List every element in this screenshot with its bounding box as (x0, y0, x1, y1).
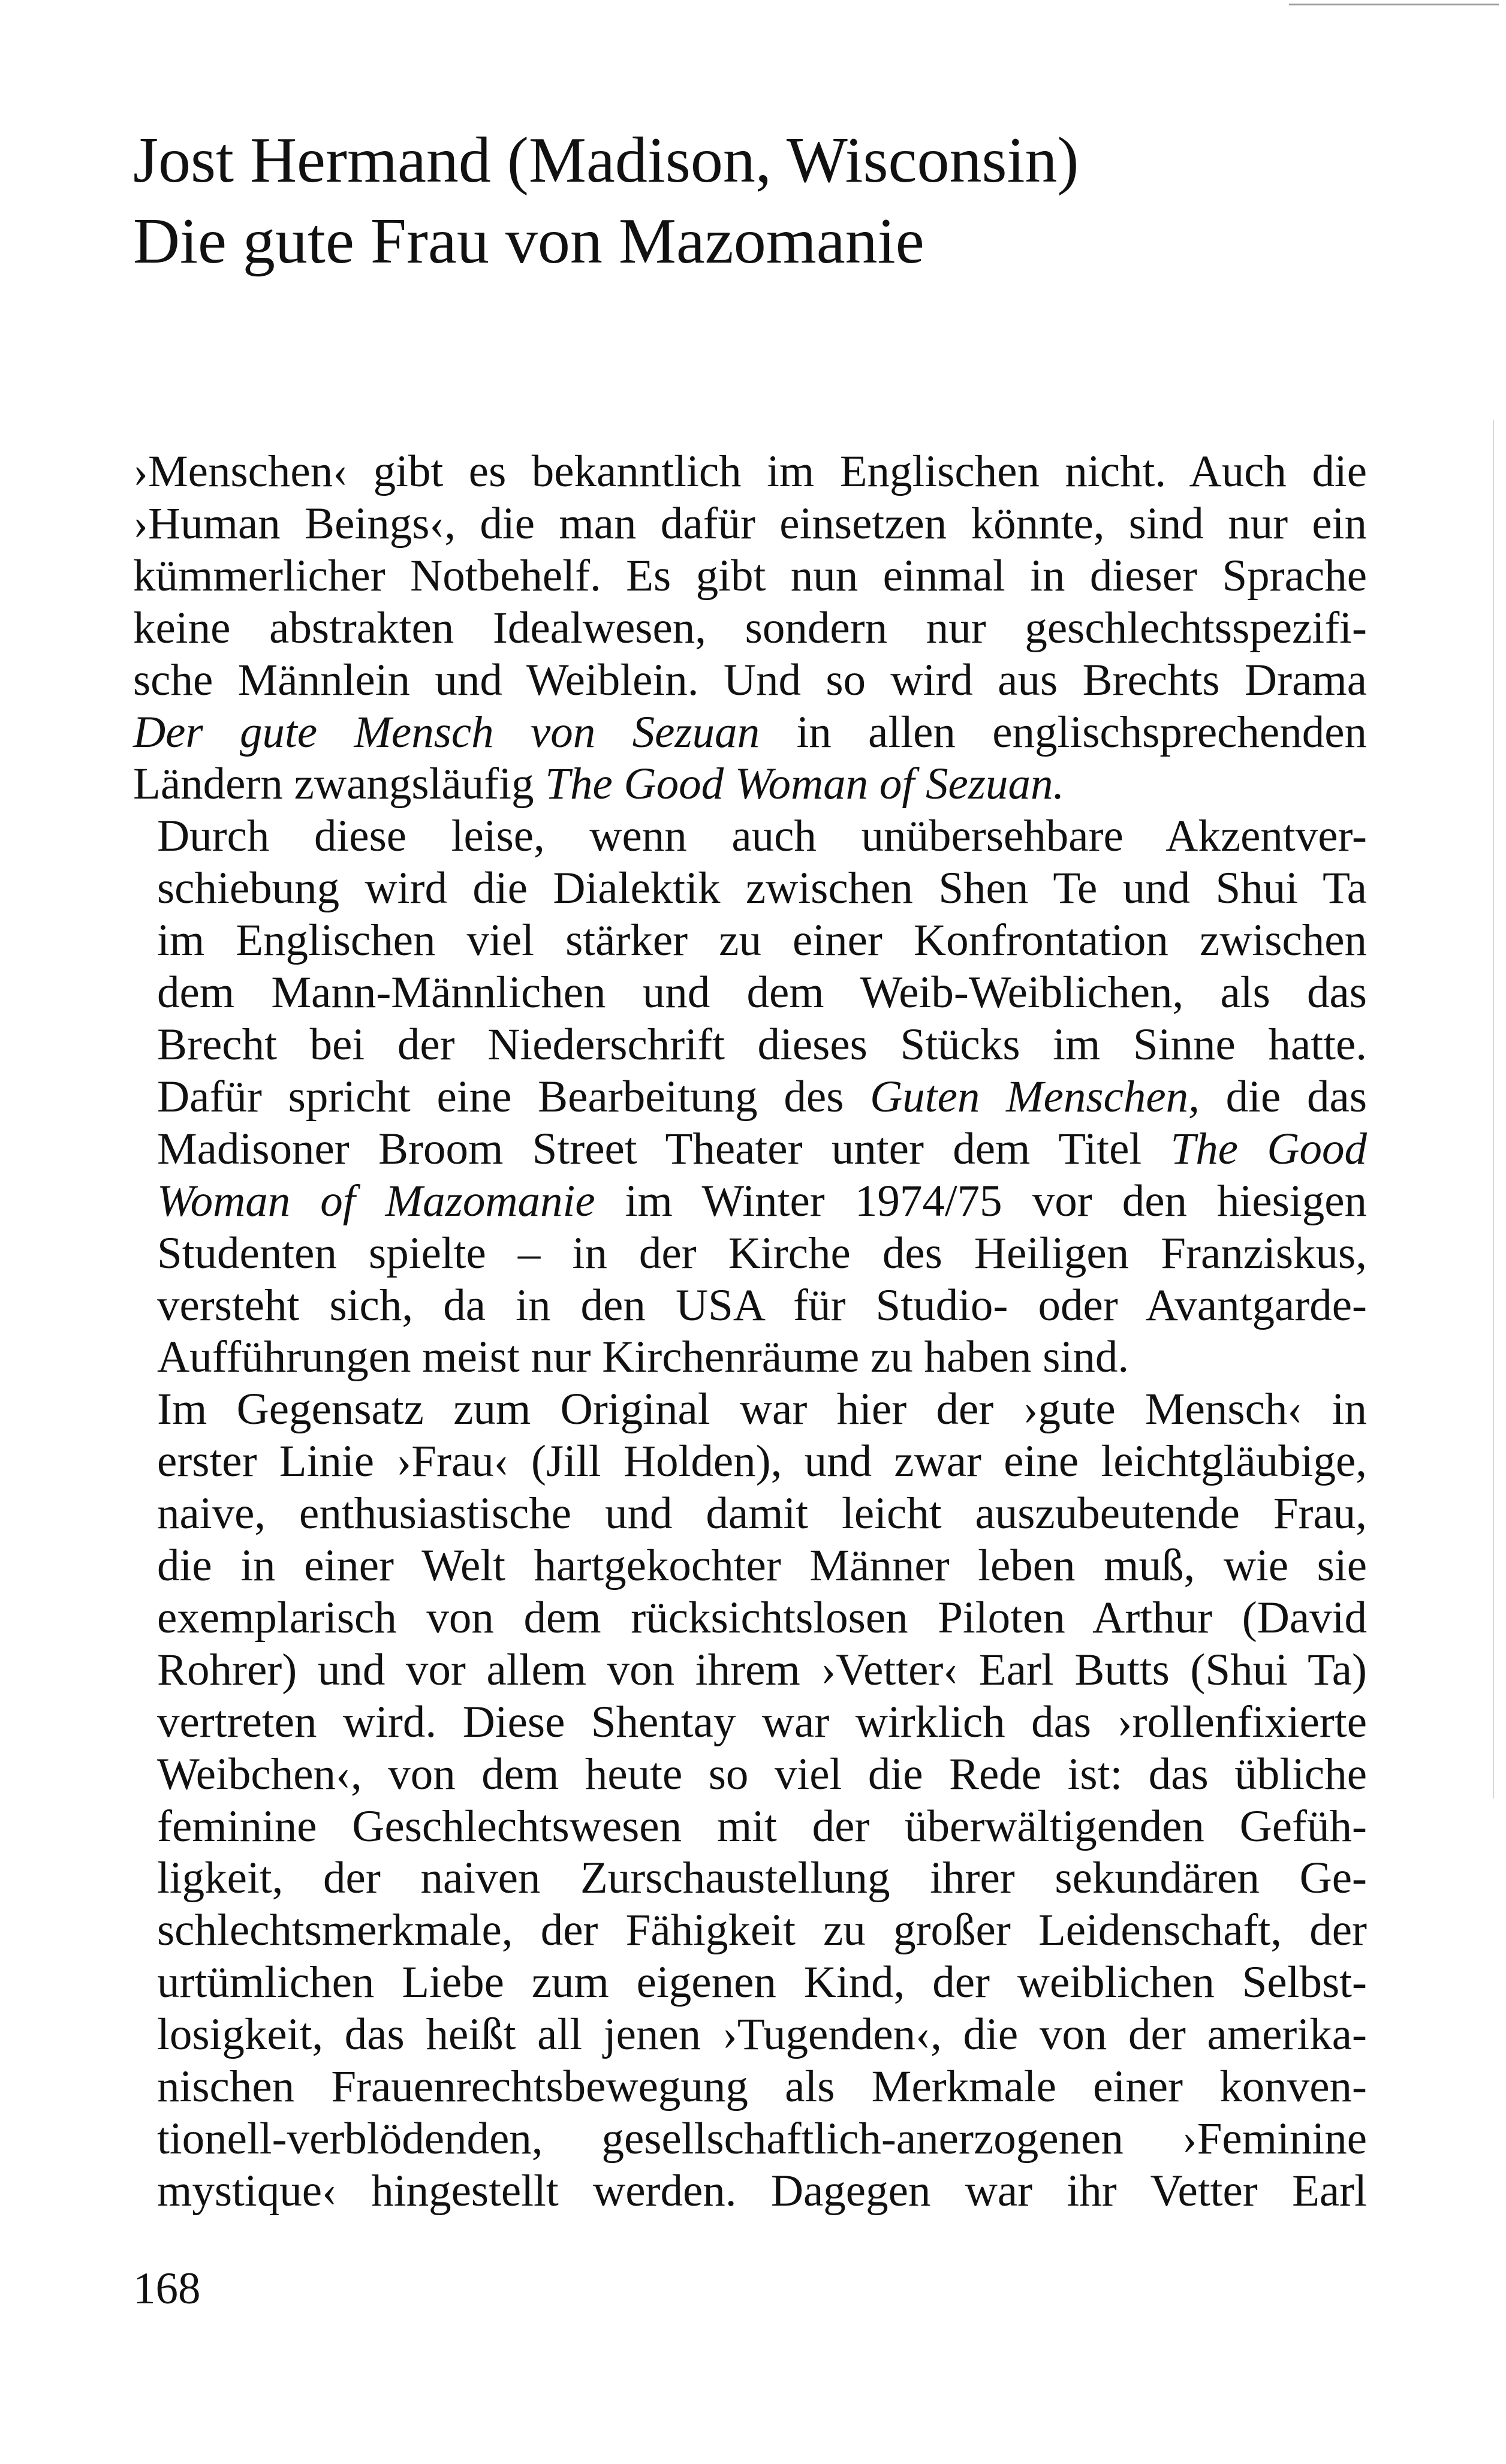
text-line: versteht sich, da in den USA für Studio- oder Avantgarde- (157, 1280, 1367, 1330)
text-line (133, 1071, 1367, 1123)
scan-right-edge (1493, 420, 1494, 1799)
play-title-italic: The Good (1170, 1123, 1367, 1174)
chapter-heading (133, 120, 1079, 282)
text-line: ›Human Beings‹, die man dafür einsetzen könnte, sind nur ein (133, 498, 1367, 549)
text-line: feminine Geschlechtswesen mit der überwältigenden Gefüh- (157, 1801, 1367, 1851)
text-line (133, 1123, 1367, 1176)
chapter-title: Die gute Frau von Mazomanie (133, 206, 924, 277)
text-line: vertreten wird. Diese Shentay war wirklich das ›rollenfixierte (157, 1697, 1367, 1747)
play-title-italic: The Good Woman of Sezuan. (545, 759, 1065, 809)
text-run: die das (1199, 1071, 1367, 1122)
text-line: kümmerlicher Notbehelf. Es gibt nun einmal in dieser Sprache (133, 550, 1367, 601)
text-line: nischen Frauenrechtsbewegung als Merkmale einer konven- (157, 2062, 1367, 2112)
text-line: Brecht bei der Niederschrift dieses Stücks im Sinne hatte. (157, 1019, 1367, 1070)
text-line: losigkeit, das heißt all jenen ›Tugenden‹, die von der amerika- (157, 2010, 1367, 2060)
text-line: exemplarisch von dem rücksichtslosen Piloten Arthur (David (157, 1592, 1367, 1643)
text-line (133, 1176, 1367, 1228)
text-run: im Winter 1974/75 vor den hiesigen (595, 1176, 1367, 1226)
text-line: Rohrer) und vor allem von ihrem ›Vetter‹ Earl Butts (Shui Ta) (157, 1644, 1367, 1695)
text-run: Madisoner Broom Street Theater unter dem Titel (157, 1123, 1171, 1174)
play-title-italic: Der gute Mensch von Sezuan (133, 707, 760, 757)
paragraph-1 (133, 446, 1367, 811)
text-line: erster Linie ›Frau‹ (Jill Holden), und zwar eine leichtgläubige, (157, 1436, 1367, 1487)
text-line: Studenten spielte – in der Kirche des Heiligen Franziskus, (157, 1228, 1367, 1278)
text-line: Durch diese leise, wenn auch unübersehbare Akzentver- (157, 811, 1367, 862)
text-line: Im Gegensatz zum Original war hier der ›gute Mensch‹ in (157, 1384, 1367, 1435)
text-line (133, 707, 1367, 759)
body-text (133, 446, 1367, 2218)
text-line: tionell-verblödenden, gesellschaftlich-anerzogenen ›Feminine (157, 2114, 1367, 2164)
text-line: keine abstrakten Idealwesen, sondern nur geschlechtsspezifi- (133, 603, 1367, 653)
text-line: ligkeit, der naiven Zurschaustellung ihrer sekundären Ge- (157, 1853, 1367, 1903)
page-number: 168 (133, 2264, 201, 2314)
text-line: Weibchen‹, von dem heute so viel die Rede ist: das übliche (157, 1749, 1367, 1799)
text-line (133, 758, 1367, 811)
paragraph-3 (133, 1384, 1367, 2218)
text-run: in allen englischsprechenden (760, 707, 1367, 757)
text-line: die in einer Welt hartgekochter Männer leben muß, wie sie (157, 1541, 1367, 1591)
play-title-italic: Guten Menschen, (870, 1071, 1200, 1122)
text-line: urtümlichen Liebe zum eigenen Kind, der weiblichen Selbst- (157, 1957, 1367, 2008)
text-line: ›Menschen‹ gibt es bekanntlich im Englischen nicht. Auch die (133, 447, 1367, 496)
paragraph-2 (133, 811, 1367, 1384)
text-line: dem Mann-Männlichen und dem Weib-Weiblichen, als das (157, 968, 1367, 1018)
scan-top-rule (1289, 4, 1499, 5)
author-line: Jost Hermand (Madison, Wisconsin) (133, 125, 1079, 196)
text-line: naive, enthusiastische und damit leicht auszubeutende Frau, (157, 1489, 1367, 1539)
text-line: mystique‹ hingestellt werden. Dagegen war ihr Vetter Earl (157, 2165, 1367, 2216)
text-line: schlechtsmerkmale, der Fähigkeit zu großer Leidenschaft, der (157, 1905, 1367, 1956)
text-line: im Englischen viel stärker zu einer Konfrontation zwischen (157, 915, 1367, 966)
text-line: sche Männlein und Weiblein. Und so wird aus Brechts Drama (133, 655, 1367, 705)
text-line: schiebung wird die Dialektik zwischen Shen Te und Shui Ta (157, 863, 1367, 914)
text-run: Ländern zwangsläufig (133, 759, 546, 809)
text-line: Aufführungen meist nur Kirchenräume zu haben sind. (157, 1332, 1130, 1382)
text-run: Dafür spricht eine Bearbeitung des (157, 1071, 871, 1122)
play-title-italic: Woman of Mazomanie (157, 1176, 595, 1226)
